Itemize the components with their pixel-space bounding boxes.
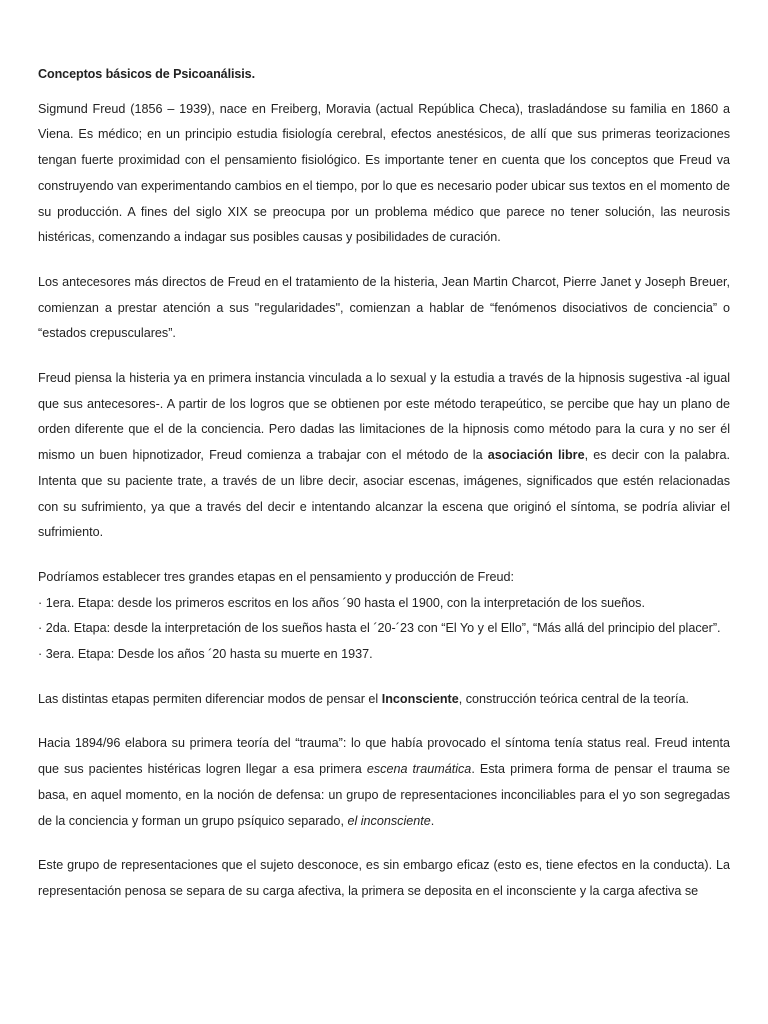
document-title: Conceptos básicos de Psicoanálisis. (38, 67, 255, 81)
paragraph-trauma-text-a: Hacia 1894/96 elabora su primera teoría del “trauma”: lo que había provocado el síntoma tenía status real. Freud intenta que sus pacientes histéricas logren llegar a esa primera (38, 736, 730, 777)
the-unconscious-term: el inconsciente (347, 813, 431, 828)
paragraph-hypnosis (38, 366, 730, 546)
paragraph-hypnosis-text-b: , es decir con la palabra. Intenta que su paciente trate, a través de un libre decir, asociar escenas, imágenes, significados que estén relacionadas con su sufrimiento, ya que a través del decir e intentando alcanzar la escena que originó el síntoma, se podría aliviar el sufrimiento. (38, 448, 730, 540)
paragraph-trauma-text-c: . (430, 813, 435, 828)
list-item: · 3era. Etapa: Desde los años ´20 hasta su muerte en 1937. (38, 647, 373, 662)
list-item: · 2da. Etapa: desde la interpretación de los sueños hasta el ´20-´23 con “El Yo y el Ello”, “Más allá del principio del placer”. (38, 621, 721, 636)
paragraph-unconscious-text-a: Las distintas etapas permiten diferenciar modos de pensar el (38, 691, 382, 706)
paragraph-representations: Este grupo de representaciones que el sujeto desconoce, es sin embargo eficaz (esto es, tiene efectos en la conducta). La representación penosa se separa de su carga afectiva, la primera se deposita en el inconsciente y la carga afectiva se (38, 858, 730, 898)
paragraph-unconscious-text-b: , construcción teórica central de la teoría. (458, 691, 690, 706)
free-association-term: asociación libre (487, 448, 585, 463)
paragraph-trauma-text-b: . Esta primera forma de pensar el trauma se basa, en aquel momento, en la noción de defensa: un grupo de representaciones inconciliables para el yo son segregadas de la conciencia y forman un grupo psíquico separado, (38, 762, 731, 828)
unconscious-term: Inconsciente (381, 691, 459, 706)
stages-list (38, 565, 730, 668)
paragraph-unconscious (38, 687, 730, 713)
paragraph-freud-biography: Sigmund Freud (1856 – 1939), nace en Freiberg, Moravia (actual República Checa), trasladándose su familia en 1860 a Viena. Es médico; en un principio estudia fisiología cerebral, efectos anestésicos, de allí que sus primeras teorizaciones tengan fuerte proximidad con el pensamiento fisiológico. Es importante tener en cuenta que los conceptos que Freud va construyendo van experimentando cambios en el tiempo, por lo que es necesario poder ubicar sus textos en el momento de su producción. A fines del siglo XIX se preocupa por un problema médico que parece no tener solución, las neurosis histéricas, comenzando a indagar sus posibles causas y posibilidades de curación. (38, 101, 730, 245)
paragraph-trauma-theory (38, 731, 730, 834)
document-page (38, 62, 730, 924)
traumatic-scene-term: escena traumática (366, 762, 472, 777)
stages-intro: Podríamos establecer tres grandes etapas en el pensamiento y producción de Freud: (38, 569, 515, 584)
paragraph-predecessors: Los antecesores más directos de Freud en el tratamiento de la histeria, Jean Martin Charcot, Pierre Janet y Joseph Breuer, comienzan a prestar atención a sus "regularidades", comienzan a hablar de “fenómenos disociativos de conciencia” o “estados crepusculares”. (38, 274, 730, 341)
paragraph-hypnosis-text-a: Freud piensa la histeria ya en primera instancia vinculada a lo sexual y la estudia a través de la hipnosis sugestiva -al igual que sus antecesores-. A partir de los logros que se obtienen por este método terapeútico, se percibe que hay un plano de orden diferente que el de la conciencia. Pero dadas las limitaciones de la hipnosis como método para la cura y no ser él mismo un buen hipnotizador, Freud comienza a trabajar con el método de la (38, 371, 730, 463)
list-item: · 1era. Etapa: desde los primeros escritos en los años ´90 hasta el 1900, con la interpretación de los sueños. (38, 595, 645, 610)
